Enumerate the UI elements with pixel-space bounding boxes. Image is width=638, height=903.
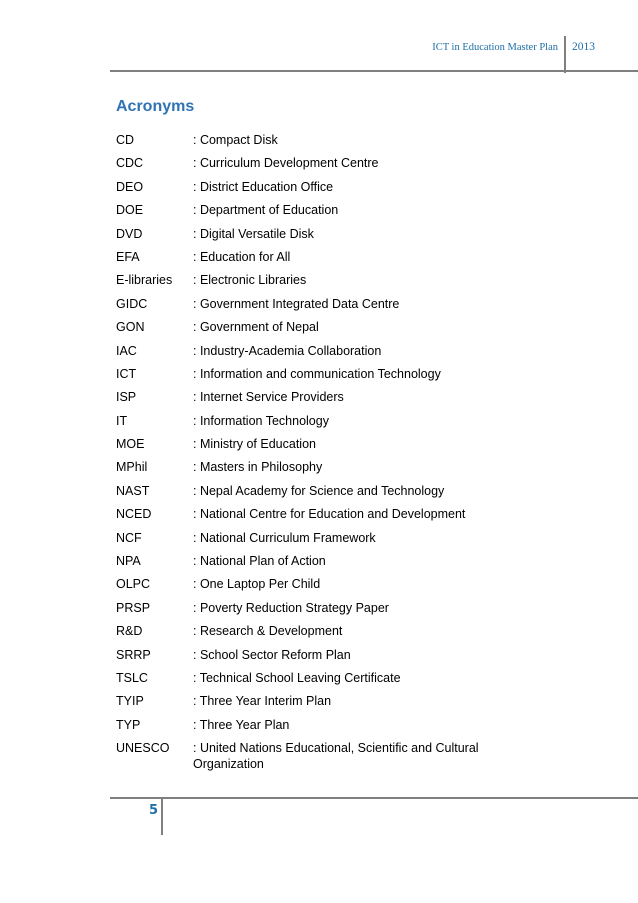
acronym-abbr: GON bbox=[116, 320, 145, 335]
acronym-abbr: MPhil bbox=[116, 460, 148, 475]
acronym-row bbox=[116, 600, 526, 616]
acronym-row bbox=[116, 459, 526, 475]
acronym-definition: : Information Technology bbox=[193, 413, 329, 428]
acronym-row bbox=[116, 483, 526, 499]
acronym-definition: : Internet Service Providers bbox=[193, 390, 344, 405]
acronym-abbr: E-libraries bbox=[116, 273, 173, 288]
header-rule bbox=[110, 70, 638, 72]
acronym-abbr: TYIP bbox=[116, 694, 144, 709]
acronym-abbr: CD bbox=[116, 133, 135, 147]
acronym-abbr: OLPC bbox=[116, 577, 151, 592]
acronym-row bbox=[116, 647, 526, 663]
acronym-abbr: EFA bbox=[116, 249, 140, 264]
acronym-definition: : Information and communication Technology bbox=[193, 366, 441, 381]
acronym-definition: : Electronic Libraries bbox=[193, 273, 307, 288]
acronym-abbr: TSLC bbox=[116, 670, 148, 685]
acronym-row bbox=[116, 670, 526, 686]
acronym-abbr: NCF bbox=[116, 530, 142, 545]
acronym-row bbox=[116, 226, 526, 242]
acronym-row bbox=[116, 296, 526, 312]
footer-rule bbox=[110, 797, 638, 799]
acronym-row bbox=[116, 319, 526, 335]
acronym-row bbox=[116, 740, 526, 772]
acronym-definition: : Three Year Plan bbox=[193, 717, 290, 732]
acronym-row bbox=[116, 717, 526, 733]
acronym-abbr: NCED bbox=[116, 507, 152, 522]
acronym-definition: : Poverty Reduction Strategy Paper bbox=[193, 600, 389, 615]
acronym-abbr: UNESCO bbox=[116, 741, 170, 756]
acronym-list bbox=[116, 132, 526, 780]
acronym-row bbox=[116, 413, 526, 429]
header-year: 2013 bbox=[572, 41, 595, 53]
acronym-definition: : Industry-Academia Collaboration bbox=[193, 343, 382, 358]
page-number: 5 bbox=[149, 803, 159, 818]
acronym-abbr: DVD bbox=[116, 226, 143, 241]
acronym-row bbox=[116, 202, 526, 218]
acronym-abbr: R&D bbox=[116, 624, 143, 639]
acronym-definition: : Government of Nepal bbox=[193, 320, 319, 335]
acronym-row bbox=[116, 389, 526, 405]
acronym-definition: : United Nations Educational, Scientific and Cultural Organization bbox=[193, 741, 479, 772]
acronym-definition: : Government Integrated Data Centre bbox=[193, 296, 400, 311]
acronym-definition: : Curriculum Development Centre bbox=[193, 156, 379, 171]
acronym-definition: : Nepal Academy for Science and Technology bbox=[193, 483, 445, 498]
header-title: ICT in Education Master Plan bbox=[432, 42, 558, 53]
acronym-row bbox=[116, 436, 526, 452]
acronym-abbr: MOE bbox=[116, 437, 145, 452]
acronym-definition: : Department of Education bbox=[193, 203, 339, 218]
acronym-row bbox=[116, 249, 526, 265]
acronym-definition: : Compact Disk bbox=[193, 133, 278, 147]
acronym-row bbox=[116, 343, 526, 359]
acronym-row bbox=[116, 132, 526, 148]
acronym-definition: : Three Year Interim Plan bbox=[193, 694, 332, 709]
acronym-row bbox=[116, 272, 526, 288]
acronym-definition: : National Plan of Action bbox=[193, 554, 326, 569]
acronym-abbr: TYP bbox=[116, 717, 141, 732]
acronym-abbr: PRSP bbox=[116, 600, 151, 615]
acronym-row bbox=[116, 179, 526, 195]
acronym-definition: : National Curriculum Framework bbox=[193, 530, 376, 545]
acronym-definition: : Technical School Leaving Certificate bbox=[193, 670, 401, 685]
acronym-definition: : National Centre for Education and Development bbox=[193, 507, 466, 522]
acronym-definition: : Ministry of Education bbox=[193, 437, 316, 452]
acronym-definition: : School Sector Reform Plan bbox=[193, 647, 351, 662]
header-divider bbox=[564, 36, 566, 73]
acronym-abbr: NAST bbox=[116, 483, 150, 498]
acronym-abbr: CDC bbox=[116, 156, 144, 171]
acronym-row bbox=[116, 553, 526, 569]
acronym-row bbox=[116, 506, 526, 522]
acronym-abbr: ICT bbox=[116, 366, 137, 381]
acronym-definition: : One Laptop Per Child bbox=[193, 577, 321, 592]
acronym-definition: : Digital Versatile Disk bbox=[193, 226, 314, 241]
acronym-row bbox=[116, 366, 526, 382]
acronym-abbr: GIDC bbox=[116, 296, 148, 311]
acronym-abbr: SRRP bbox=[116, 647, 151, 662]
acronym-definition: : Research & Development bbox=[193, 624, 343, 639]
acronym-abbr: IAC bbox=[116, 343, 137, 358]
acronym-row bbox=[116, 693, 526, 709]
acronym-abbr: NPA bbox=[116, 554, 141, 569]
acronym-abbr: IT bbox=[116, 413, 128, 428]
acronym-definition: : Education for All bbox=[193, 249, 291, 264]
acronym-abbr: DEO bbox=[116, 179, 144, 194]
acronym-row bbox=[116, 623, 526, 639]
acronym-row bbox=[116, 155, 526, 171]
acronym-row bbox=[116, 530, 526, 546]
acronym-row bbox=[116, 576, 526, 592]
acronym-definition: : District Education Office bbox=[193, 179, 334, 194]
acronym-abbr: DOE bbox=[116, 203, 144, 218]
page-title: Acronyms bbox=[116, 98, 195, 115]
acronym-definition: : Masters in Philosophy bbox=[193, 460, 323, 475]
acronym-abbr: ISP bbox=[116, 390, 137, 405]
footer-divider bbox=[161, 797, 163, 835]
